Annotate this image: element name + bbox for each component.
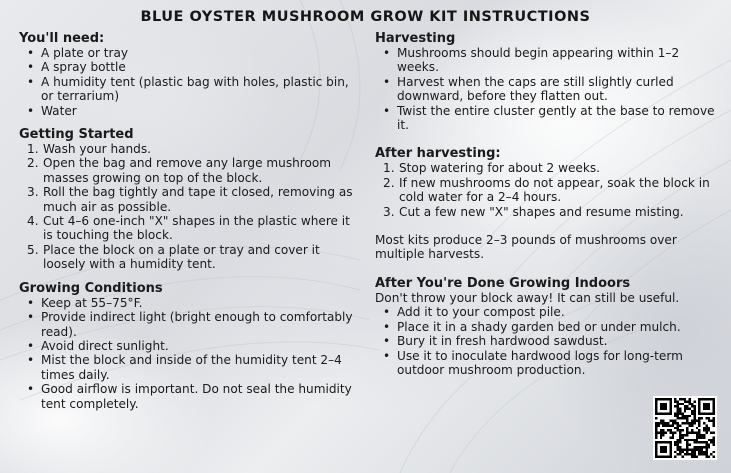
getting-started-heading: Getting Started: [19, 127, 134, 143]
getting-started-section: [19, 127, 359, 272]
list-item: • Twist the entire cluster gently at the base to remove it.: [383, 103, 715, 133]
list-item: • Place it in a shady garden bed or under mulch.: [383, 319, 681, 334]
after-indoors-section: [375, 276, 720, 377]
list-item: 1. Wash your hands.: [27, 142, 152, 157]
list-item: • A plate or tray: [27, 46, 129, 60]
list-item: • Use it to inoculate hardwood logs for long-term outdoor mushroom production.: [383, 348, 683, 377]
list-item: 4. Cut 4–6 one-inch "X" shapes in the plastic where it is touching the block.: [27, 214, 350, 243]
supplies-heading: You'll need:: [19, 31, 105, 46]
list-item: 3. Cut a few new "X" shapes and resume misting.: [383, 204, 684, 219]
page-title: BLUE OYSTER MUSHROOM GROW KIT INSTRUCTIONS: [140, 9, 591, 25]
growing-conditions-list: [19, 296, 359, 411]
growing-conditions-heading: Growing Conditions: [19, 280, 163, 296]
list-item: 2. Open the bag and remove any large mushroom masses growing on top of the block.: [27, 156, 332, 185]
right-column: [375, 31, 720, 386]
growing-conditions-section: [19, 281, 359, 411]
list-item: 5. Place the block on a plate or tray and cover it loosely with a humidity tent.: [27, 242, 320, 272]
list-item: • A humidity tent (plastic bag with holes, plastic bin, or terrarium): [27, 74, 349, 104]
list-item: • Add it to your compost pile.: [383, 305, 565, 320]
list-item: • A spray bottle: [27, 60, 126, 75]
harvesting-section: [375, 31, 720, 132]
after-harvesting-section: [375, 146, 720, 261]
list-item: • Mushrooms should begin appearing within 1–2 weeks.: [383, 46, 680, 75]
list-item: • Mist the block and inside of the humidity tent 2–4 times daily.: [27, 353, 342, 382]
harvesting-list: [375, 46, 720, 132]
after-indoors-intro: Don't throw your block away! It can still be useful.: [375, 290, 680, 305]
list-item: • Harvest when the caps are still slightly curled downward, before they flatten out.: [383, 74, 674, 104]
supplies-list: [19, 46, 359, 118]
list-item: • Keep at 55–75°F.: [27, 295, 143, 310]
getting-started-list: [19, 142, 359, 272]
list-item: • Good airflow is important. Do not seal the humidity tent completely.: [27, 382, 352, 411]
list-item: • Water: [27, 103, 77, 118]
left-column: [19, 31, 359, 420]
list-item: • Bury it in fresh hardwood sawdust.: [383, 334, 608, 349]
list-item: 2. If new mushrooms do not appear, soak the block in cold water for a 2–4 hours.: [383, 175, 710, 205]
after-harvesting-heading: After harvesting:: [375, 146, 501, 162]
qr-code-icon[interactable]: [653, 396, 717, 460]
harvesting-heading: Harvesting: [375, 31, 456, 46]
after-indoors-list: [375, 305, 720, 377]
after-indoors-heading: After You're Done Growing Indoors: [375, 275, 631, 291]
supplies-section: [19, 31, 359, 118]
yield-note: Most kits produce 2–3 pounds of mushrooms over multiple harvests.: [375, 233, 677, 262]
list-item: 3. Roll the bag tightly and tape it closed, removing as much air as possible.: [27, 185, 353, 214]
after-harvesting-list: [375, 161, 720, 219]
list-item: • Provide indirect light (bright enough to comfortably read).: [27, 310, 353, 339]
list-item: 1. Stop watering for about 2 weeks.: [383, 161, 601, 176]
list-item: • Avoid direct sunlight.: [27, 338, 169, 353]
